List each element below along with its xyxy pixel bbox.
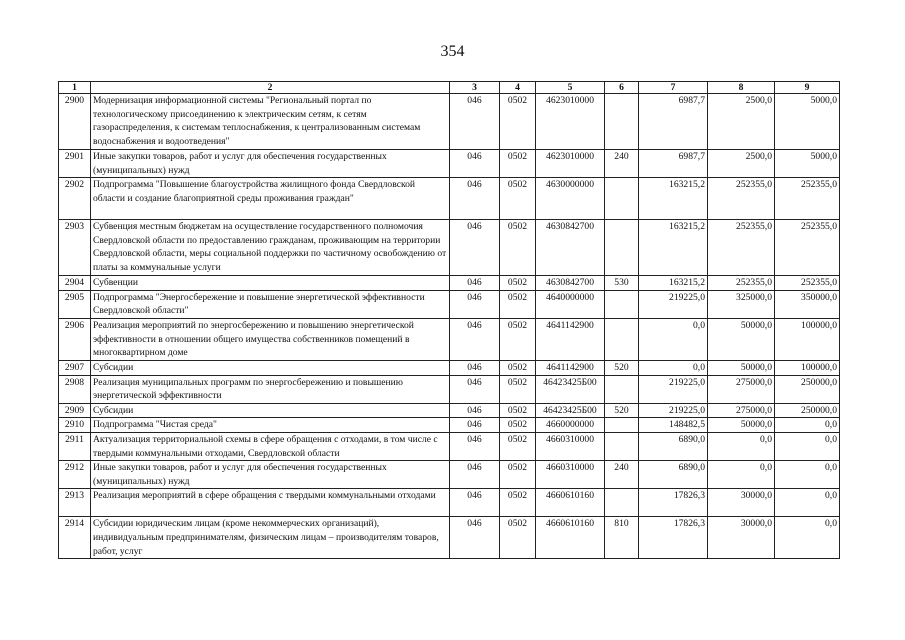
- amount-col8: 50000,0: [708, 318, 775, 360]
- row-number: 2911: [59, 432, 91, 460]
- amount-col7: 148482,5: [639, 418, 708, 433]
- table-row: [59, 178, 840, 220]
- target-code: 4623010000: [536, 150, 605, 178]
- amount-col9: 5000,0: [775, 94, 840, 150]
- amount-col8: 275000,0: [708, 375, 775, 403]
- amount-col7: 219225,0: [639, 403, 708, 418]
- section-code: 0502: [500, 489, 536, 517]
- admin-code: 046: [450, 150, 500, 178]
- target-code: 46423425Б00: [536, 403, 605, 418]
- target-code: 4660610160: [536, 517, 605, 559]
- row-name: Подпрограмма "Повышение благоустройства жилищного фонда Свердловской области и создание благоприятной среды проживания граждан": [91, 178, 450, 220]
- column-header: 3: [450, 82, 500, 94]
- amount-col8: 252355,0: [708, 276, 775, 291]
- table-row: [59, 360, 840, 375]
- amount-col9: 0,0: [775, 489, 840, 517]
- column-header: 7: [639, 82, 708, 94]
- section-code: 0502: [500, 94, 536, 150]
- header-row: [59, 82, 840, 94]
- row-name: Субсидии юридическим лицам (кроме некоммерческих организаций), индивидуальным предпринимателям, физическим лицам – производителям товаров, работ, услуг: [91, 517, 450, 559]
- section-code: 0502: [500, 276, 536, 291]
- table-row: [59, 318, 840, 360]
- amount-col7: 17826,3: [639, 489, 708, 517]
- target-code: 4630842700: [536, 220, 605, 276]
- expense-type: [605, 489, 639, 517]
- table-row: [59, 461, 840, 489]
- amount-col9: 0,0: [775, 517, 840, 559]
- row-name: Подпрограмма "Энергосбережение и повышение энергетической эффективности Свердловской области": [91, 290, 450, 318]
- admin-code: 046: [450, 178, 500, 220]
- section-code: 0502: [500, 517, 536, 559]
- amount-col7: 219225,0: [639, 375, 708, 403]
- column-header: 6: [605, 82, 639, 94]
- amount-col8: 252355,0: [708, 220, 775, 276]
- row-number: 2912: [59, 461, 91, 489]
- admin-code: 046: [450, 418, 500, 433]
- admin-code: 046: [450, 290, 500, 318]
- expense-type: 240: [605, 150, 639, 178]
- expense-type: [605, 94, 639, 150]
- section-code: 0502: [500, 360, 536, 375]
- amount-col9: 252355,0: [775, 276, 840, 291]
- section-code: 0502: [500, 290, 536, 318]
- target-code: 4660310000: [536, 461, 605, 489]
- row-name: Модернизация информационной системы "Региональный портал по технологическому присоединению к электрическим сетям, к сетям газораспределения, к системам теплоснабжения, к централизованным системам водоснабжения и водоотведения": [91, 94, 450, 150]
- expense-type: [605, 318, 639, 360]
- amount-col8: 2500,0: [708, 150, 775, 178]
- amount-col7: 6987,7: [639, 150, 708, 178]
- table-row: [59, 517, 840, 559]
- amount-col9: 250000,0: [775, 375, 840, 403]
- expense-type: 520: [605, 403, 639, 418]
- amount-col8: 30000,0: [708, 489, 775, 517]
- target-code: 4641142900: [536, 360, 605, 375]
- expense-type: 530: [605, 276, 639, 291]
- amount-col8: 2500,0: [708, 94, 775, 150]
- column-header: 8: [708, 82, 775, 94]
- row-name: Реализация мероприятий по энергосбережению и повышению энергетической эффективности в отношении общего имущества собственников помещений в многоквартирном доме: [91, 318, 450, 360]
- section-code: 0502: [500, 318, 536, 360]
- amount-col8: 0,0: [708, 432, 775, 460]
- target-code: 4630000000: [536, 178, 605, 220]
- section-code: 0502: [500, 403, 536, 418]
- target-code: 4630842700: [536, 276, 605, 291]
- amount-col9: 350000,0: [775, 290, 840, 318]
- row-number: 2901: [59, 150, 91, 178]
- amount-col7: 0,0: [639, 360, 708, 375]
- row-number: 2902: [59, 178, 91, 220]
- amount-col8: 50000,0: [708, 418, 775, 433]
- amount-col8: 0,0: [708, 461, 775, 489]
- expense-type: [605, 375, 639, 403]
- amount-col7: 219225,0: [639, 290, 708, 318]
- table-row: [59, 375, 840, 403]
- admin-code: 046: [450, 489, 500, 517]
- expense-type: [605, 432, 639, 460]
- target-code: 4660610160: [536, 489, 605, 517]
- admin-code: 046: [450, 461, 500, 489]
- amount-col9: 0,0: [775, 432, 840, 460]
- amount-col9: 0,0: [775, 461, 840, 489]
- table-row: [59, 94, 840, 150]
- expense-type: 520: [605, 360, 639, 375]
- expense-type: 810: [605, 517, 639, 559]
- row-number: 2910: [59, 418, 91, 433]
- row-name: Субвенция местным бюджетам на осуществление государственного полномочия Свердловской области по предоставлению гражданам, проживающим на территории Свердловской области, меры социальной поддержки по частичному освобождению от платы за коммунальные услуги: [91, 220, 450, 276]
- page-number: 354: [440, 43, 465, 60]
- row-name: Иные закупки товаров, работ и услуг для обеспечения государственных (муниципальных) нужд: [91, 150, 450, 178]
- amount-col9: 5000,0: [775, 150, 840, 178]
- admin-code: 046: [450, 94, 500, 150]
- section-code: 0502: [500, 150, 536, 178]
- section-code: 0502: [500, 375, 536, 403]
- row-number: 2913: [59, 489, 91, 517]
- admin-code: 046: [450, 220, 500, 276]
- target-code: 4660000000: [536, 418, 605, 433]
- column-header: 2: [91, 82, 450, 94]
- section-code: 0502: [500, 432, 536, 460]
- expense-type: 240: [605, 461, 639, 489]
- row-name: Иные закупки товаров, работ и услуг для обеспечения государственных (муниципальных) нужд: [91, 461, 450, 489]
- expense-type: [605, 178, 639, 220]
- column-header: 4: [500, 82, 536, 94]
- expense-type: [605, 418, 639, 433]
- row-number: 2903: [59, 220, 91, 276]
- amount-col9: 100000,0: [775, 318, 840, 360]
- admin-code: 046: [450, 375, 500, 403]
- target-code: 4641142900: [536, 318, 605, 360]
- admin-code: 046: [450, 517, 500, 559]
- row-name: Актуализация территориальной схемы в сфере обращения с отходами, в том числе с твердыми коммунальными отходами, Свердловской области: [91, 432, 450, 460]
- row-name: Подпрограмма "Чистая среда": [91, 418, 450, 433]
- row-number: 2914: [59, 517, 91, 559]
- amount-col7: 6987,7: [639, 94, 708, 150]
- amount-col7: 0,0: [639, 318, 708, 360]
- amount-col9: 252355,0: [775, 220, 840, 276]
- row-number: 2900: [59, 94, 91, 150]
- table-row: [59, 489, 840, 517]
- amount-col9: 250000,0: [775, 403, 840, 418]
- amount-col7: 6890,0: [639, 461, 708, 489]
- table-row: [59, 276, 840, 291]
- expense-type: [605, 220, 639, 276]
- table-row: [59, 220, 840, 276]
- target-code: 46423425Б00: [536, 375, 605, 403]
- admin-code: 046: [450, 360, 500, 375]
- section-code: 0502: [500, 220, 536, 276]
- row-number: 2907: [59, 360, 91, 375]
- amount-col9: 100000,0: [775, 360, 840, 375]
- table-row: [59, 290, 840, 318]
- amount-col9: 252355,0: [775, 178, 840, 220]
- admin-code: 046: [450, 403, 500, 418]
- row-name: Субсидии: [91, 403, 450, 418]
- amount-col7: 17826,3: [639, 517, 708, 559]
- expense-type: [605, 290, 639, 318]
- row-name: Субвенции: [91, 276, 450, 291]
- amount-col9: 0,0: [775, 418, 840, 433]
- amount-col7: 163215,2: [639, 178, 708, 220]
- column-header: 5: [536, 82, 605, 94]
- section-code: 0502: [500, 178, 536, 220]
- row-number: 2909: [59, 403, 91, 418]
- section-code: 0502: [500, 418, 536, 433]
- target-code: 4660310000: [536, 432, 605, 460]
- row-number: 2904: [59, 276, 91, 291]
- table-row: [59, 418, 840, 433]
- amount-col8: 252355,0: [708, 178, 775, 220]
- row-name: Реализация муниципальных программ по энергосбережению и повышению энергетической эффективности: [91, 375, 450, 403]
- column-header: 1: [59, 82, 91, 94]
- admin-code: 046: [450, 276, 500, 291]
- admin-code: 046: [450, 318, 500, 360]
- column-header: 9: [775, 82, 840, 94]
- table-row: [59, 432, 840, 460]
- table-row: [59, 150, 840, 178]
- admin-code: 046: [450, 432, 500, 460]
- budget-table: [58, 81, 840, 559]
- row-number: 2905: [59, 290, 91, 318]
- amount-col8: 325000,0: [708, 290, 775, 318]
- row-number: 2908: [59, 375, 91, 403]
- section-code: 0502: [500, 461, 536, 489]
- amount-col7: 163215,2: [639, 276, 708, 291]
- table-row: [59, 403, 840, 418]
- row-name: Реализация мероприятий в сфере обращения с твердыми коммунальными отходами: [91, 489, 450, 517]
- amount-col7: 163215,2: [639, 220, 708, 276]
- row-name: Субсидии: [91, 360, 450, 375]
- target-code: 4640000000: [536, 290, 605, 318]
- row-number: 2906: [59, 318, 91, 360]
- amount-col8: 275000,0: [708, 403, 775, 418]
- amount-col7: 6890,0: [639, 432, 708, 460]
- amount-col8: 30000,0: [708, 517, 775, 559]
- amount-col8: 50000,0: [708, 360, 775, 375]
- target-code: 4623010000: [536, 94, 605, 150]
